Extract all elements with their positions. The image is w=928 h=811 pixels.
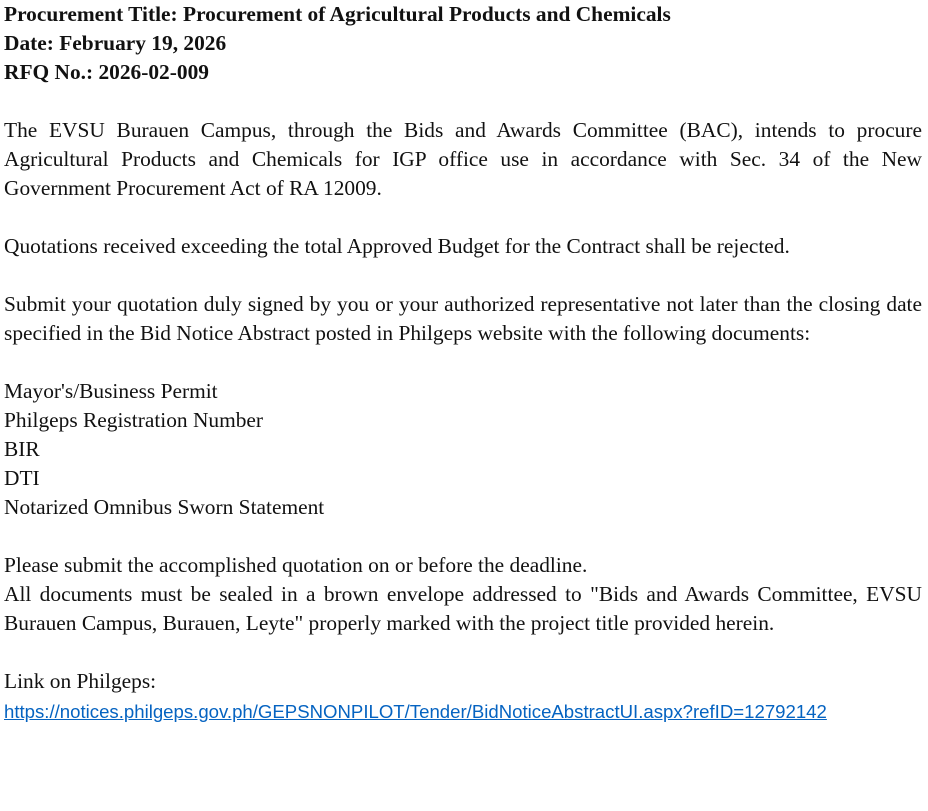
- spacer: [4, 203, 922, 232]
- list-item: BIR: [4, 437, 40, 461]
- deadline-note: Please submit the accomplished quotation on or before the deadline.: [4, 553, 588, 577]
- philgeps-link[interactable]: https://notices.philgeps.gov.ph/GEPSNONPILOT/Tender/BidNoticeAbstractUI.aspx?refID=12792142: [4, 701, 827, 722]
- list-item: Philgeps Registration Number: [4, 408, 264, 432]
- list-item: DTI: [4, 466, 40, 490]
- procurement-notice: [4, 0, 922, 726]
- spacer: [4, 638, 922, 667]
- list-item: Mayor's/Business Permit: [4, 379, 218, 403]
- rfq-number: RFQ No.: 2026-02-009: [4, 60, 209, 84]
- spacer: [4, 348, 922, 377]
- notice-date: Date: February 19, 2026: [4, 31, 227, 55]
- link-label: Link on Philgeps:: [4, 669, 157, 693]
- rejection-paragraph: Quotations received exceeding the total Approved Budget for the Contract shall be rejected.: [4, 234, 790, 258]
- envelope-note: All documents must be sealed in a brown envelope addressed to "Bids and Awards Committee, EVSU Burauen Campus, Burauen, Leyte" properly marked with the project title provided herein.: [4, 582, 922, 635]
- submission-paragraph: Submit your quotation duly signed by you or your authorized representative not later than the closing date specified in the Bid Notice Abstract posted in Philgeps website with the following documents:: [4, 292, 922, 345]
- spacer: [4, 87, 922, 116]
- list-item: Notarized Omnibus Sworn Statement: [4, 495, 325, 519]
- required-documents-list: [4, 377, 922, 522]
- spacer: [4, 522, 922, 551]
- procurement-title: Procurement Title: Procurement of Agricultural Products and Chemicals: [4, 2, 671, 26]
- spacer: [4, 261, 922, 290]
- intro-paragraph: The EVSU Burauen Campus, through the Bids and Awards Committee (BAC), intends to procure Agricultural Products and Chemicals for IGP office use in accordance with Sec. 34 of the New Government Procurement Act of RA 12009.: [4, 118, 922, 200]
